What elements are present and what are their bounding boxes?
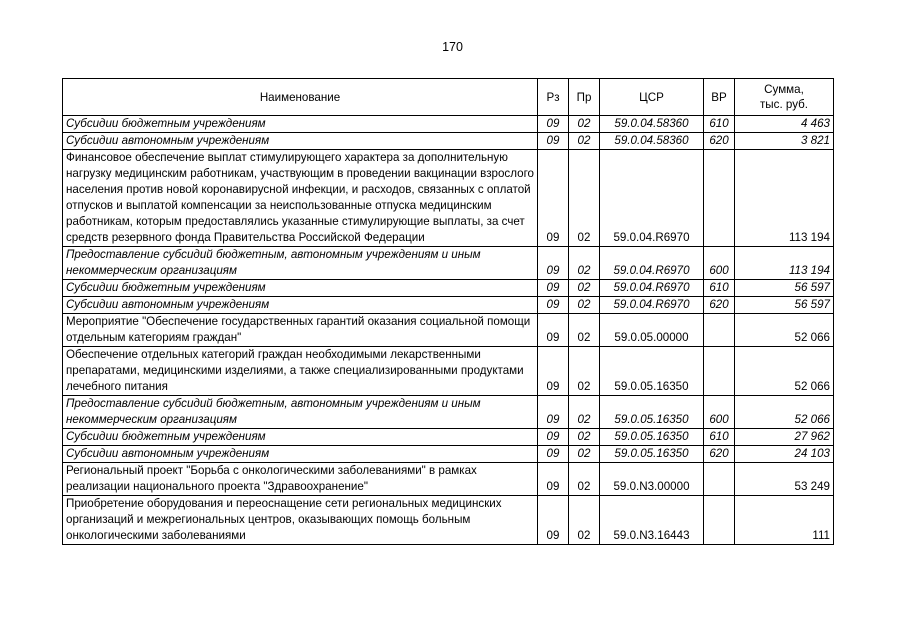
cell-sum: 56 597	[735, 280, 834, 297]
cell-name: Предоставление субсидий бюджетным, автономным учреждениям и иным некоммерческим организациям	[63, 396, 538, 429]
cell-rz: 09	[538, 496, 569, 545]
cell-rz: 09	[538, 133, 569, 150]
table-row	[63, 297, 834, 314]
cell-vr	[704, 463, 735, 496]
cell-name: Субсидии автономным учреждениям	[63, 133, 538, 150]
cell-pr: 02	[569, 396, 600, 429]
cell-pr: 02	[569, 347, 600, 396]
table-row	[63, 446, 834, 463]
cell-rz: 09	[538, 347, 569, 396]
cell-name: Обеспечение отдельных категорий граждан необходимыми лекарственными препаратами, медицинскими изделиями, а также специализированными продуктами лечебного питания	[63, 347, 538, 396]
page-number: 170	[442, 40, 463, 54]
cell-vr: 610	[704, 429, 735, 446]
cell-csr: 59.0.04.58360	[600, 133, 704, 150]
cell-sum: 56 597	[735, 297, 834, 314]
table-row	[63, 429, 834, 446]
header-sum	[735, 79, 834, 116]
cell-sum: 52 066	[735, 314, 834, 347]
cell-vr: 600	[704, 396, 735, 429]
table-row	[63, 314, 834, 347]
cell-pr: 02	[569, 446, 600, 463]
cell-pr: 02	[569, 314, 600, 347]
cell-csr: 59.0.N3.16443	[600, 496, 704, 545]
table-row	[63, 280, 834, 297]
cell-vr: 600	[704, 247, 735, 280]
cell-pr: 02	[569, 280, 600, 297]
table-row	[63, 116, 834, 133]
cell-csr: 59.0.05.16350	[600, 347, 704, 396]
table-header-row	[63, 79, 834, 116]
cell-csr: 59.0.05.16350	[600, 446, 704, 463]
cell-csr: 59.0.04.R6970	[600, 280, 704, 297]
cell-pr: 02	[569, 150, 600, 247]
cell-csr: 59.0.05.16350	[600, 396, 704, 429]
cell-vr: 610	[704, 280, 735, 297]
cell-rz: 09	[538, 396, 569, 429]
table-row	[63, 347, 834, 396]
cell-sum: 53 249	[735, 463, 834, 496]
cell-csr: 59.0.04.R6970	[600, 247, 704, 280]
cell-vr	[704, 496, 735, 545]
cell-name: Мероприятие "Обеспечение государственных гарантий оказания социальной помощи отдельным категориям граждан"	[63, 314, 538, 347]
cell-sum: 111	[735, 496, 834, 545]
cell-pr: 02	[569, 297, 600, 314]
cell-pr: 02	[569, 496, 600, 545]
header-sum-line2: тыс. руб.	[760, 98, 808, 111]
cell-sum: 52 066	[735, 347, 834, 396]
table-row	[63, 150, 834, 247]
cell-vr: 610	[704, 116, 735, 133]
cell-pr: 02	[569, 133, 600, 150]
cell-name: Субсидии бюджетным учреждениям	[63, 280, 538, 297]
cell-name: Субсидии автономным учреждениям	[63, 446, 538, 463]
budget-table	[62, 78, 834, 545]
cell-vr	[704, 314, 735, 347]
cell-rz: 09	[538, 446, 569, 463]
cell-rz: 09	[538, 116, 569, 133]
cell-vr: 620	[704, 133, 735, 150]
cell-vr	[704, 150, 735, 247]
table-row	[63, 463, 834, 496]
cell-name: Приобретение оборудования и переоснащение сети региональных медицинских организаций и межрегиональных центров, оказывающих помощь больным онкологическими заболеваниями	[63, 496, 538, 545]
cell-name: Субсидии бюджетным учреждениям	[63, 429, 538, 446]
cell-sum: 27 962	[735, 429, 834, 446]
cell-rz: 09	[538, 297, 569, 314]
cell-csr: 59.0.N3.00000	[600, 463, 704, 496]
cell-csr: 59.0.04.R6970	[600, 297, 704, 314]
cell-csr: 59.0.04.58360	[600, 116, 704, 133]
cell-pr: 02	[569, 247, 600, 280]
cell-pr: 02	[569, 429, 600, 446]
cell-name: Региональный проект "Борьба с онкологическими заболеваниями" в рамках реализации национального проекта "Здравоохранение"	[63, 463, 538, 496]
header-csr: ЦСР	[600, 79, 704, 116]
cell-rz: 09	[538, 280, 569, 297]
cell-rz: 09	[538, 429, 569, 446]
cell-name: Финансовое обеспечение выплат стимулирующего характера за дополнительную нагрузку медицинским работникам, участвующим в проведении вакцинации взрослого населения против новой коронавирусной инфекции, и расходов, связанных с оплатой отпусков и выплатой компенсации за неиспользованные отпуска медицинским работникам, которым предоставлялись указанные стимулирующие выплаты, за счет средств резервного фонда Правительства Российской Федерации	[63, 150, 538, 247]
header-rz: Рз	[538, 79, 569, 116]
table-row	[63, 133, 834, 150]
header-vr: ВР	[704, 79, 735, 116]
cell-vr: 620	[704, 297, 735, 314]
cell-sum: 52 066	[735, 396, 834, 429]
cell-sum: 3 821	[735, 133, 834, 150]
header-name: Наименование	[63, 79, 538, 116]
cell-name: Субсидии бюджетным учреждениям	[63, 116, 538, 133]
cell-sum: 113 194	[735, 247, 834, 280]
cell-sum: 24 103	[735, 446, 834, 463]
cell-csr: 59.0.05.00000	[600, 314, 704, 347]
cell-rz: 09	[538, 314, 569, 347]
cell-sum: 113 194	[735, 150, 834, 247]
header-sum-line1: Сумма,	[764, 83, 804, 96]
table-row	[63, 496, 834, 545]
cell-csr: 59.0.05.16350	[600, 429, 704, 446]
cell-vr: 620	[704, 446, 735, 463]
cell-rz: 09	[538, 247, 569, 280]
cell-pr: 02	[569, 463, 600, 496]
cell-csr: 59.0.04.R6970	[600, 150, 704, 247]
cell-rz: 09	[538, 463, 569, 496]
cell-vr	[704, 347, 735, 396]
cell-pr: 02	[569, 116, 600, 133]
cell-name: Субсидии автономным учреждениям	[63, 297, 538, 314]
cell-rz: 09	[538, 150, 569, 247]
cell-name: Предоставление субсидий бюджетным, автономным учреждениям и иным некоммерческим организациям	[63, 247, 538, 280]
table-row	[63, 396, 834, 429]
table-row	[63, 247, 834, 280]
header-pr: Пр	[569, 79, 600, 116]
cell-sum: 4 463	[735, 116, 834, 133]
